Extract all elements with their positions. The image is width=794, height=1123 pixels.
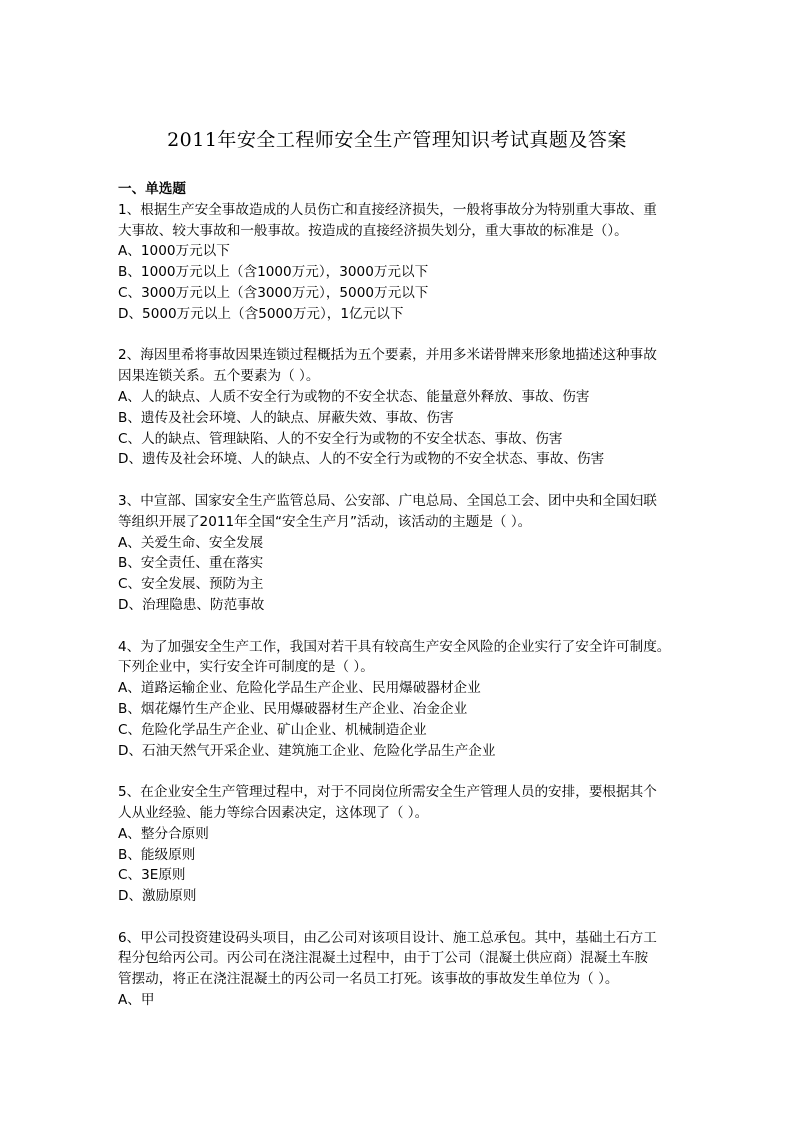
answer-option: B、安全责任、重在落实 xyxy=(118,555,264,572)
answer-option: A、甲 xyxy=(118,992,155,1009)
section-heading: 一、单选题 xyxy=(118,181,186,197)
answer-option: D、5000万元以上（含5000万元），1亿元以下 xyxy=(118,305,404,322)
question-stem-line: 4、为了加强安全生产工作，我国对若干具有较高生产安全风险的企业实行了安全许可制度。 xyxy=(118,638,671,655)
question-3 xyxy=(118,491,688,616)
answer-option: B、遗传及社会环境、人的缺点、屏蔽失效、事故、伤害 xyxy=(118,409,454,426)
answer-option: C、人的缺点、管理缺陷、人的不安全行为或物的不安全状态、事故、伤害 xyxy=(118,430,563,447)
answer-option: A、1000万元以下 xyxy=(118,243,230,260)
answer-option: A、道路运输企业、危险化学品生产企业、民用爆破器材企业 xyxy=(118,680,481,697)
question-stem-line: 1、根据生产安全事故造成的人员伤亡和直接经济损失，一般将事故分为特别重大事故、重 xyxy=(118,201,657,218)
question-5 xyxy=(118,782,688,907)
answer-option: B、烟花爆竹生产企业、民用爆破器材生产企业、冶金企业 xyxy=(118,700,468,717)
answer-option: C、3E原则 xyxy=(118,867,186,884)
question-stem-line: 管摆动，将正在浇注混凝土的丙公司一名员工打死。该事故的事故发生单位为（ ）。 xyxy=(118,971,619,988)
question-2 xyxy=(118,345,688,470)
question-4 xyxy=(118,637,688,762)
question-stem-line: 因果连锁关系。五个要素为（ ）。 xyxy=(118,368,320,385)
answer-option: B、1000万元以上（含1000万元），3000万元以下 xyxy=(118,264,429,281)
answer-option: B、能级原则 xyxy=(118,846,196,863)
question-stem-line: 下列企业中，实行安全许可制度的是（ ）。 xyxy=(118,659,374,676)
answer-option: A、人的缺点、人质不安全行为或物的不安全状态、能量意外释放、事故、伤害 xyxy=(118,388,590,405)
answer-option: C、3000万元以上（含3000万元），5000万元以下 xyxy=(118,284,429,301)
question-stem-line: 人从业经验、能力等综合因素决定，这体现了（ ）。 xyxy=(118,804,429,821)
question-stem-line: 5、在企业安全生产管理过程中，对于不同岗位所需安全生产管理人员的安排，要根据其个 xyxy=(118,784,657,801)
answer-option: A、关爱生命、安全发展 xyxy=(118,534,264,551)
document-title: 2011年安全工程师安全生产管理知识考试真题及答案 xyxy=(167,129,627,151)
question-stem-line: 程分包给丙公司。丙公司在浇注混凝土过程中，由于丁公司（混凝土供应商）混凝土车胺 xyxy=(118,950,649,967)
question-stem-line: 6、甲公司投资建设码头项目，由乙公司对该项目设计、施工总承包。其中，基础土石方工 xyxy=(118,929,657,946)
answer-option: D、激励原则 xyxy=(118,888,197,905)
answer-option: C、危险化学品生产企业、矿山企业、机械制造企业 xyxy=(118,721,427,738)
answer-option: C、安全发展、预防为主 xyxy=(118,576,264,593)
answer-option: A、整分合原则 xyxy=(118,825,209,842)
question-stem-line: 大事故、较大事故和一般事故。按造成的直接经济损失划分，重大事故的标准是（）。 xyxy=(118,222,628,239)
question-stem-line: 3、中宣部、国家安全生产监管总局、公安部、广电总局、全国总工会、团中央和全国妇联 xyxy=(118,492,657,509)
question-1 xyxy=(118,200,688,325)
answer-option: D、石油天然气开采企业、建筑施工企业、危险化学品生产企业 xyxy=(118,742,496,759)
question-stem-line: 等组织开展了2011年全国“安全生产月”活动，该活动的主题是（ ）。 xyxy=(118,513,532,530)
question-stem-line: 2、海因里希将事故因果连锁过程概括为五个要素，并用多米诺骨牌来形象地描述这种事故 xyxy=(118,347,657,364)
document-body xyxy=(118,179,688,1032)
question-6 xyxy=(118,928,688,1011)
answer-option: D、治理隐患、防范事故 xyxy=(118,596,265,613)
answer-option: D、遗传及社会环境、人的缺点、人的不安全行为或物的不安全状态、事故、伤害 xyxy=(118,451,605,468)
